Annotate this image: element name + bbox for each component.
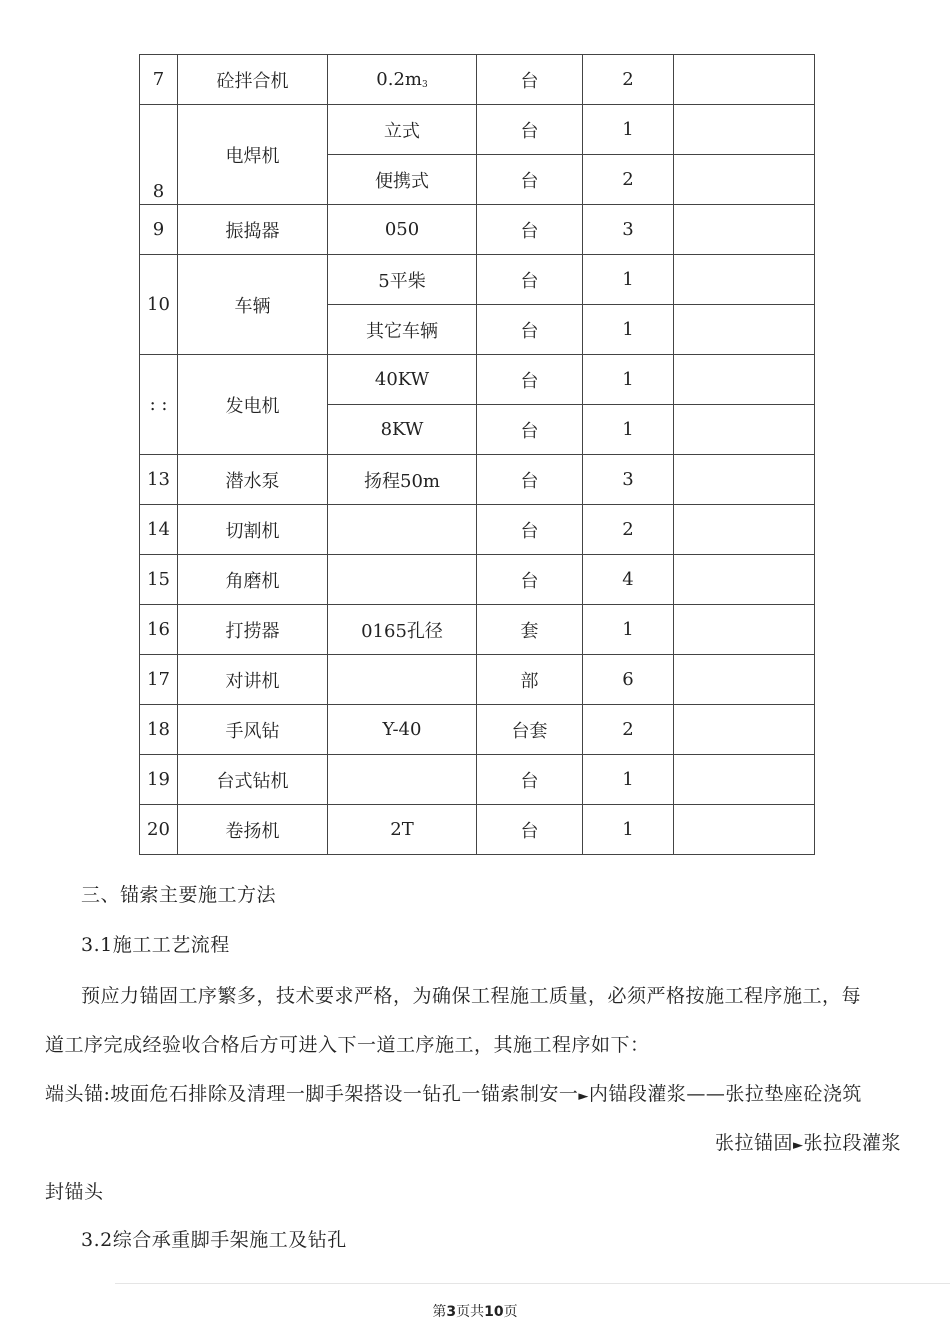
row-number-cell: 16 — [140, 605, 178, 655]
flow-text-part1: 端头锚:坡面危石排除及清理一脚手架搭设一钻孔一锚索制安一 — [45, 1083, 579, 1105]
section-heading: 三、锚索主要施工方法 — [81, 884, 277, 906]
equipment-name-cell: 车辆 — [178, 255, 328, 355]
footer-divider — [115, 1283, 950, 1284]
quantity-cell: 4 — [583, 555, 674, 605]
unit-cell: 台 — [477, 405, 583, 455]
remarks-cell — [674, 555, 815, 605]
flow-line-3: 封锚头 — [45, 1181, 104, 1203]
quantity-cell: 3 — [583, 205, 674, 255]
footer-mid: 页共 — [456, 1304, 485, 1320]
equipment-name-cell: 切割机 — [178, 505, 328, 555]
equipment-name-cell: 发电机 — [178, 355, 328, 455]
spec-text: 0165孔径 — [361, 620, 443, 642]
row-number-cell: 8 — [140, 105, 178, 205]
unit-cell: 台 — [477, 105, 583, 155]
unit-cell: 台 — [477, 55, 583, 105]
remarks-cell — [674, 605, 815, 655]
table-row — [140, 805, 815, 855]
remarks-cell — [674, 105, 815, 155]
quantity-cell: 1 — [583, 755, 674, 805]
remarks-cell — [674, 455, 815, 505]
arrow-right-icon: ► — [578, 1089, 589, 1104]
spec-cell — [328, 105, 477, 155]
table-row — [140, 455, 815, 505]
spec-cell — [328, 805, 477, 855]
footer-page-number: 3 — [446, 1304, 457, 1320]
unit-cell: 台套 — [477, 705, 583, 755]
unit-cell: 台 — [477, 555, 583, 605]
footer-suffix: 页 — [503, 1304, 518, 1320]
unit-cell: 台 — [477, 355, 583, 405]
equipment-table — [139, 54, 815, 855]
unit-cell: 部 — [477, 655, 583, 705]
equipment-name-cell: 手风钻 — [178, 705, 328, 755]
spec-text: 5平柴 — [378, 270, 426, 292]
equipment-name-cell: 对讲机 — [178, 655, 328, 705]
spec-cell — [328, 555, 477, 605]
row-number-cell: 17 — [140, 655, 178, 705]
quantity-cell: 1 — [583, 405, 674, 455]
flow-step-tension-anchor: 张拉锚固 — [714, 1132, 793, 1154]
remarks-cell — [674, 355, 815, 405]
equipment-name-cell: 卷扬机 — [178, 805, 328, 855]
spec-text: 050 — [384, 219, 420, 240]
spec-cell — [328, 755, 477, 805]
remarks-cell — [674, 55, 815, 105]
flow-line-1 — [45, 1079, 862, 1106]
quantity-cell: 1 — [583, 355, 674, 405]
quantity-cell: 2 — [583, 155, 674, 205]
subsection-heading-3-2: 3.2综合承重脚手架施工及钻孔 — [81, 1229, 347, 1251]
spec-cell — [328, 205, 477, 255]
row-number-cell: 7 — [140, 55, 178, 105]
spec-text: 40KW — [374, 369, 430, 390]
quantity-cell: 1 — [583, 305, 674, 355]
quantity-cell: 2 — [583, 505, 674, 555]
spec-cell — [328, 705, 477, 755]
quantity-cell: 1 — [583, 105, 674, 155]
table-row — [140, 555, 815, 605]
remarks-cell — [674, 305, 815, 355]
spec-text: 立式 — [384, 120, 420, 142]
row-number-cell: 9 — [140, 205, 178, 255]
spec-cell — [328, 305, 477, 355]
spec-cell — [328, 405, 477, 455]
equipment-name-cell: 电焊机 — [178, 105, 328, 205]
equipment-table-body — [140, 55, 815, 855]
spec-cell — [328, 655, 477, 705]
footer-prefix: 第 — [432, 1304, 447, 1320]
subsection-heading-3-1: 3.1施工工艺流程 — [81, 934, 230, 956]
spec-cell — [328, 155, 477, 205]
unit-cell: 台 — [477, 155, 583, 205]
remarks-cell — [674, 255, 815, 305]
spec-text: 便携式 — [375, 170, 429, 192]
row-number-cell: : : — [140, 355, 178, 455]
remarks-cell — [674, 705, 815, 755]
flow-line-2 — [715, 1128, 901, 1155]
remarks-cell — [674, 505, 815, 555]
equipment-name-cell: 台式钻机 — [178, 755, 328, 805]
quantity-cell: 6 — [583, 655, 674, 705]
paragraph-line-1: 预应力锚固工序繁多，技术要求严格，为确保工程施工质量，必须严格按施工程序施工，每 — [81, 985, 862, 1007]
table-row — [140, 255, 815, 305]
table-row — [140, 105, 815, 155]
table-row — [140, 655, 815, 705]
row-number-cell: 19 — [140, 755, 178, 805]
footer-total-pages: 10 — [484, 1304, 504, 1320]
row-number-cell: 10 — [140, 255, 178, 355]
row-number-cell: 20 — [140, 805, 178, 855]
unit-cell: 台 — [477, 255, 583, 305]
unit-cell: 台 — [477, 455, 583, 505]
quantity-cell: 3 — [583, 455, 674, 505]
remarks-cell — [674, 405, 815, 455]
remarks-cell — [674, 805, 815, 855]
arrow-right-icon: ► — [792, 1138, 804, 1153]
quantity-cell: 1 — [583, 805, 674, 855]
table-row — [140, 505, 815, 555]
spec-text: 2T — [390, 819, 414, 840]
spec-text: 其它车辆 — [366, 320, 438, 342]
spec-cell — [328, 455, 477, 505]
spec-text: 0.2m — [376, 69, 422, 90]
equipment-name-cell: 角磨机 — [178, 555, 328, 605]
unit-cell: 台 — [477, 205, 583, 255]
unit-cell: 台 — [477, 755, 583, 805]
table-row — [140, 55, 815, 105]
spec-cell — [328, 55, 477, 105]
spec-cell — [328, 605, 477, 655]
page-footer — [0, 1301, 950, 1321]
unit-cell: 台 — [477, 505, 583, 555]
table-row — [140, 205, 815, 255]
equipment-name-cell: 振捣器 — [178, 205, 328, 255]
spec-cell — [328, 255, 477, 305]
spec-text: 8KW — [380, 419, 424, 440]
unit-cell: 套 — [477, 605, 583, 655]
row-number-cell: 15 — [140, 555, 178, 605]
table-row — [140, 705, 815, 755]
unit-cell: 台 — [477, 805, 583, 855]
row-number-cell: 18 — [140, 705, 178, 755]
spec-cell — [328, 505, 477, 555]
remarks-cell — [674, 755, 815, 805]
table-row — [140, 605, 815, 655]
flow-step-grouting: 张拉段灌浆 — [803, 1132, 901, 1154]
spec-text: 扬程50m — [364, 470, 440, 492]
unit-superscript: 3 — [421, 80, 428, 90]
quantity-cell: 2 — [583, 55, 674, 105]
remarks-cell — [674, 655, 815, 705]
quantity-cell: 1 — [583, 255, 674, 305]
equipment-name-cell: 打捞器 — [178, 605, 328, 655]
table-row — [140, 755, 815, 805]
row-number-cell: 13 — [140, 455, 178, 505]
quantity-cell: 2 — [583, 705, 674, 755]
spec-cell — [328, 355, 477, 405]
equipment-name-cell: 潜水泵 — [178, 455, 328, 505]
spec-text: Y-40 — [382, 719, 422, 740]
equipment-name-cell: 砼拌合机 — [178, 55, 328, 105]
unit-cell: 台 — [477, 305, 583, 355]
paragraph-line-2: 道工序完成经验收合格后方可进入下一道工序施工，其施工程序如下： — [45, 1034, 650, 1056]
table-row — [140, 355, 815, 405]
row-number-cell: 14 — [140, 505, 178, 555]
flow-text-part2: 内锚段灌浆——张拉垫座砼浇筑 — [588, 1083, 862, 1105]
remarks-cell — [674, 155, 815, 205]
quantity-cell: 1 — [583, 605, 674, 655]
remarks-cell — [674, 205, 815, 255]
